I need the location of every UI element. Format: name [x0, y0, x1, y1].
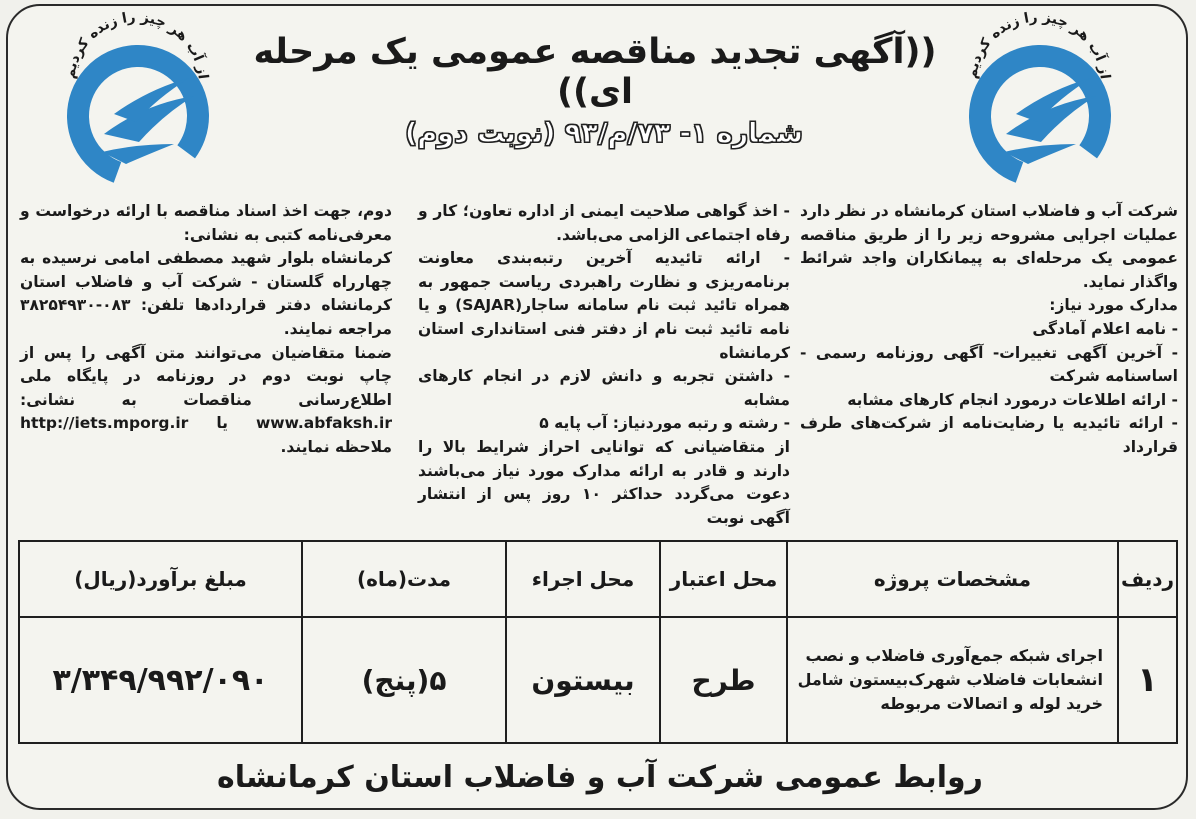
intro-paragraph: شرکت آب و فاضلاب استان کرمانشاه در نظر دارد عملیات اجرایی مشروحه زیر را از طریق مناقصه عمومی یک مرحله‌ای به پیمانکاران واجد شرائط واگذار نماید. — [800, 202, 1178, 291]
cell-estimated-amount: ۳/۳۴۹/۹۹۲/۰۹۰ — [19, 617, 302, 743]
header-radif: ردیف — [1118, 541, 1177, 617]
doc-item: - داشتن تجربه و دانش لازم در انجام کارهای مشابه — [418, 367, 790, 409]
cell-duration: ۵(پنج) — [302, 617, 506, 743]
table-row — [19, 617, 1177, 743]
project-table — [18, 540, 1178, 744]
doc-item: - آخرین آگهی تغییرات- آگهی روزنامه رسمی - اساسنامه شرکت — [800, 343, 1178, 386]
address-paragraph: کرمانشاه بلوار شهید مصطفی امامی نرسیده به چهارراه گلستان - شرکت آب و فاضلاب استان کرمانشاه دفتر قراردادها تلفن: ۰۸۳-۳۸۲۵۴۹۳۰ مراجعه نمایند. — [20, 249, 392, 338]
invitation-paragraph: از متقاضیانی که توانایی احراز شرایط بالا را دارند و قادر به ارائه مدارک مورد نیاز می‌باشند دعوت می‌گردد حداکثر ۱۰ روز پس از انتشار آگهی نوبت — [418, 437, 790, 527]
ad-subtitle: شماره ۱- ۷۳/م/۹۳ (نوبت دوم) — [405, 118, 803, 149]
website-link-iets[interactable]: http://iets.mporg.ir — [20, 414, 189, 433]
header-estimated-amount: مبلغ برآورد(ریال) — [19, 541, 302, 617]
column-right — [800, 200, 1178, 460]
website-intro: ضمنا متقاضیان می‌توانند متن آگهی را پس از چاپ نوبت دوم در روزنامه در پایگاه ملی اطلاع‌رسانی مناقصات به نشانی: — [20, 343, 392, 409]
table-header-row — [19, 541, 1177, 617]
or-text: یا — [216, 414, 228, 433]
footer-public-relations: روابط عمومی شرکت آب و فاضلاب استان کرمانشاه — [217, 760, 983, 795]
required-docs-heading: مدارک مورد نیاز: — [1049, 296, 1178, 315]
ad-title: ((آگهی تجدید مناقصه عمومی یک مرحله ای)) — [253, 32, 937, 112]
header-project-spec: مشخصات پروژه — [787, 541, 1118, 617]
website-paragraph — [20, 342, 392, 460]
water-company-logo-right — [946, 4, 1131, 189]
doc-item: - ارائه تائیدیه یا رضایت‌نامه از شرکت‌های طرف قرارداد — [800, 414, 1178, 456]
doc-item: - ارائه تائیدیه آخرین رتبه‌بندی معاونت برنامه‌ریزی و نظارت راهبردی ریاست جمهور به همراه تائید ثبت نام سامانه ساجار(SAJAR) و یا نامه تائید ثبت نام از دفتر فنی استانداری استان کرمانشاه — [418, 249, 790, 362]
website-link-abfaksh[interactable]: www.abfaksh.ir — [255, 414, 392, 433]
header-credit-source: محل اعتبار — [660, 541, 787, 617]
cell-project-spec: اجرای شبکه جمع‌آوری فاضلاب و نصب انشعابات فاضلاب شهرک‌بیستون شامل خرید لوله و اتصالات مربوطه — [787, 617, 1118, 743]
cell-radif: ۱ — [1118, 617, 1177, 743]
doc-item: - نامه اعلام آمادگی — [1032, 319, 1178, 338]
logo-caption-left: از آب هر چیز را زنده کردیم — [62, 9, 211, 81]
water-company-logo-left — [44, 4, 229, 189]
doc-item: - ارائه اطلاعات درمورد انجام کارهای مشابه — [847, 390, 1178, 409]
header-location: محل اجراء — [506, 541, 660, 617]
column-left — [20, 200, 392, 460]
address-intro: دوم، جهت اخذ اسناد مناقصه با ارائه درخواست و معرفی‌نامه کتبی به نشانی: — [20, 202, 392, 244]
logo-caption-right: از آب هر چیز را زنده کردیم — [964, 9, 1113, 81]
header-duration: مدت(ماه) — [302, 541, 506, 617]
column-middle — [418, 200, 790, 530]
cell-credit-source: طرح — [660, 617, 787, 743]
closing-text: ملاحظه نمایند. — [280, 437, 392, 456]
cell-location: بیستون — [506, 617, 660, 743]
doc-item: - رشته و رتبه موردنیاز: آب پایه ۵ — [539, 414, 790, 433]
doc-item: - اخذ گواهی صلاحیت ایمنی از اداره تعاون؛ کار و رفاه اجتماعی الزامی می‌باشد. — [418, 202, 790, 244]
